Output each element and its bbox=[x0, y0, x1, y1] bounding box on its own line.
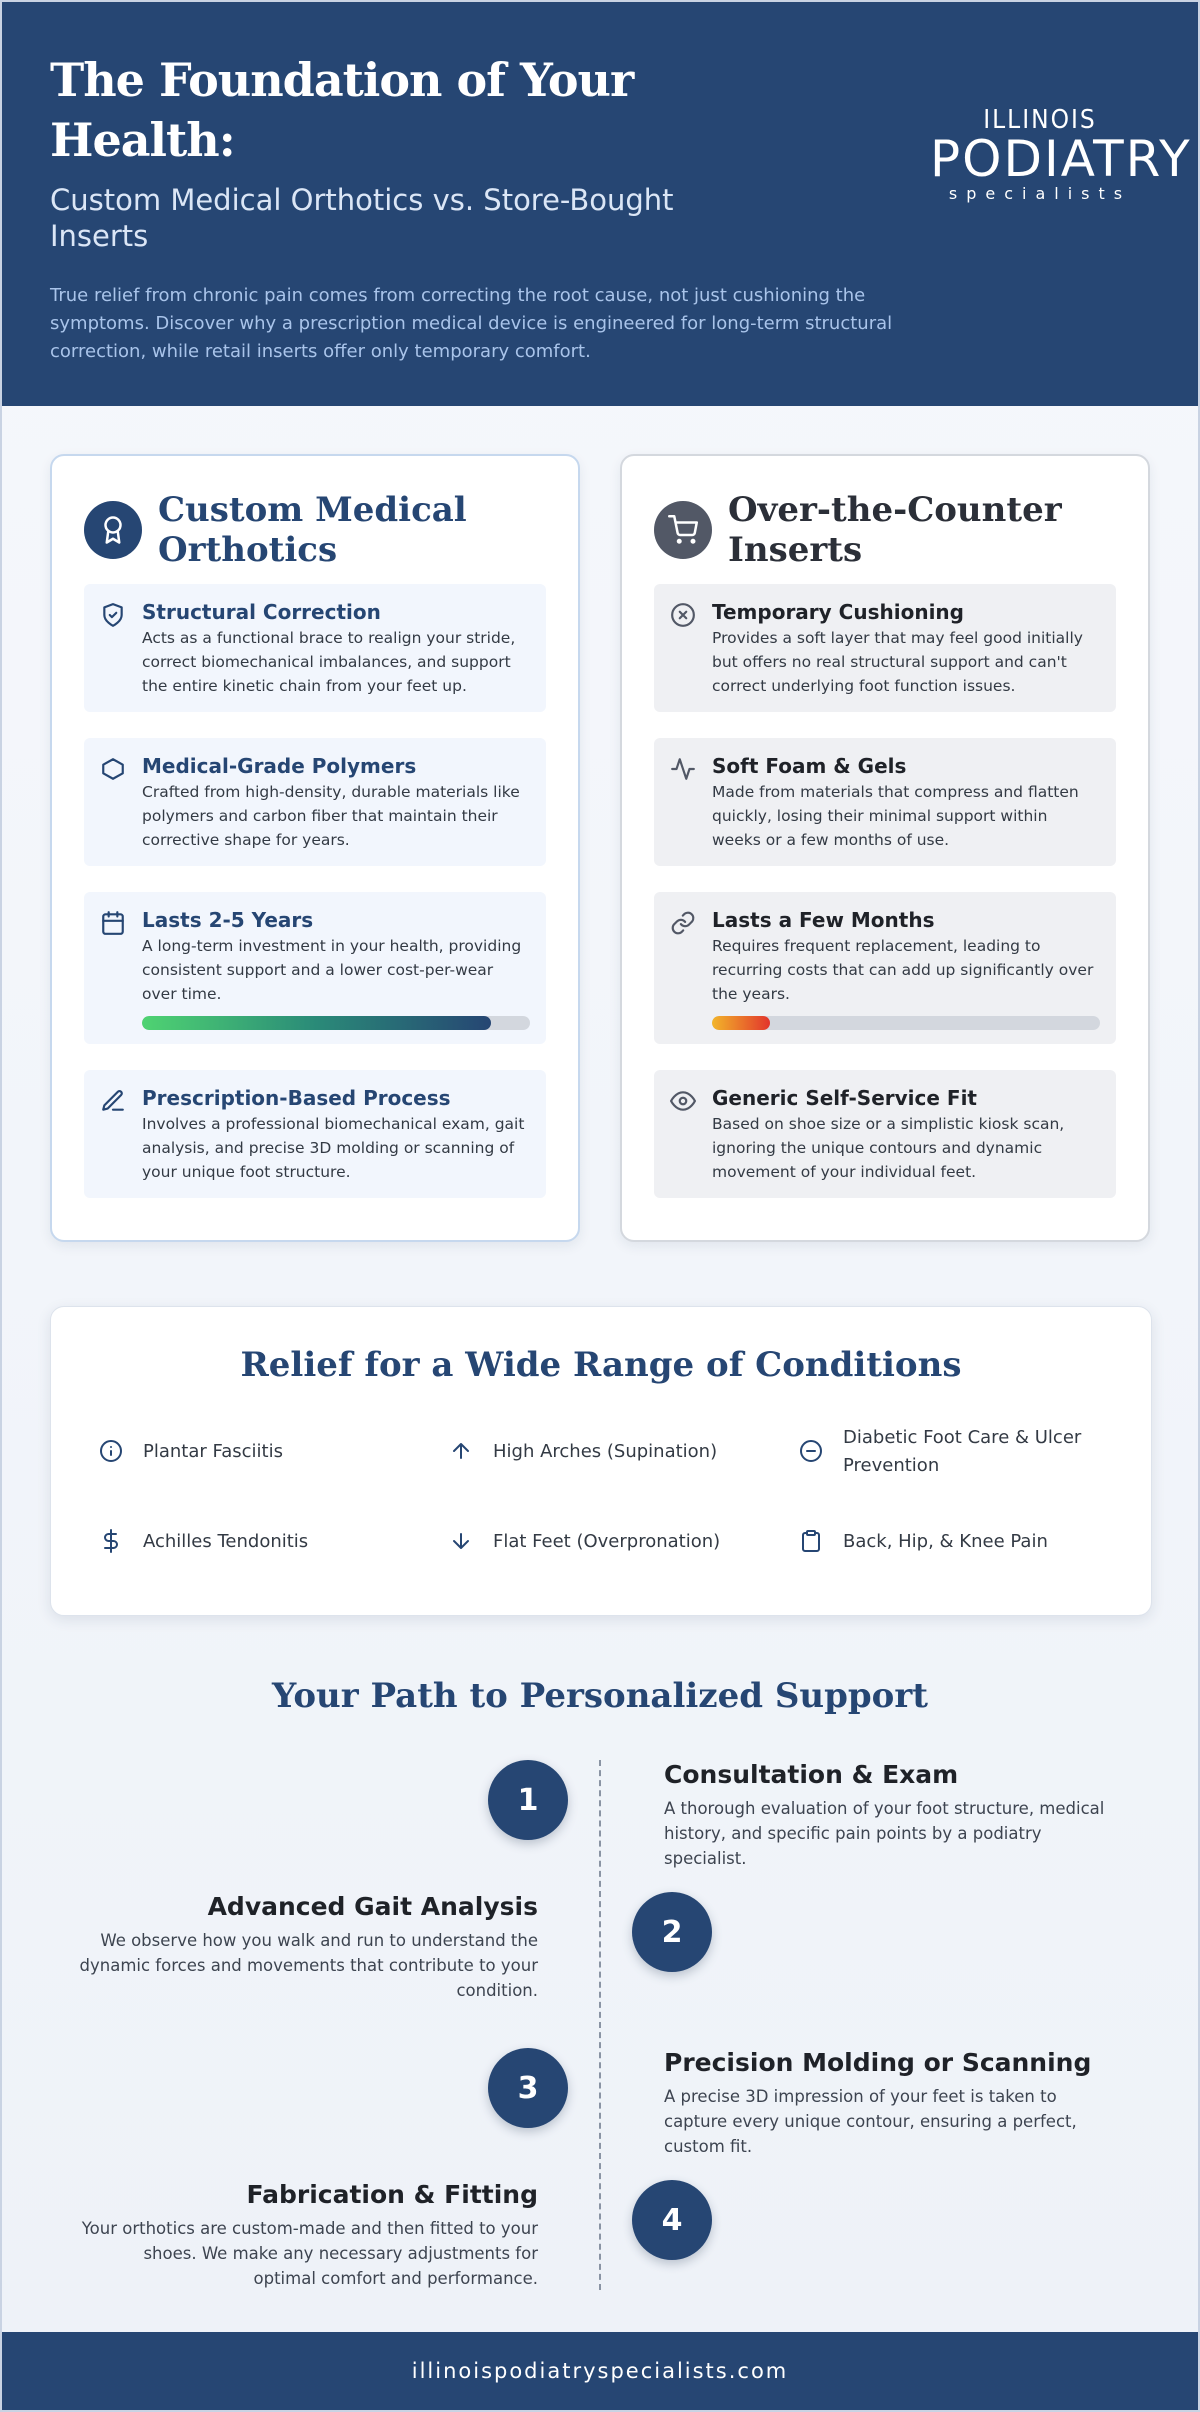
custom-orthotics-card bbox=[50, 454, 580, 1242]
card-header bbox=[84, 490, 546, 570]
step-text: A precise 3D impression of your feet is taken to capture every unique contour, ensuring a perfect, custom fit. bbox=[664, 2087, 1077, 2156]
page-subtitle: Custom Medical Orthotics vs. Store-Bought Inserts bbox=[50, 183, 674, 253]
hexagon-icon bbox=[100, 756, 128, 784]
feature-title: Prescription-Based Process bbox=[142, 1086, 451, 1110]
timeline-line bbox=[599, 1760, 601, 2290]
step-title: Precision Molding or Scanning bbox=[664, 2048, 1092, 2077]
condition-label: Plantar Fasciitis bbox=[143, 1441, 283, 1462]
intro-text: True relief from chronic pain comes from correcting the root cause, not just cushioning the symptoms. Discover why a prescription medical device is engineered for long-term structural correction, while retail inserts offer only temporary comfort. bbox=[50, 285, 893, 362]
feature-item bbox=[84, 892, 546, 1044]
feature-text: Provides a soft layer that may feel good initially but offers no real structural support and can't correct underlying foot function issues. bbox=[712, 629, 1083, 695]
lifespan-bar-fill bbox=[712, 1016, 770, 1030]
condition-label: Flat Feet (Overpronation) bbox=[493, 1531, 721, 1552]
clipboard-icon bbox=[799, 1529, 825, 1555]
card-header bbox=[654, 490, 1116, 570]
comparison-section bbox=[50, 454, 1152, 1242]
website-link[interactable]: illinoispodiatryspecialists.com bbox=[411, 2359, 789, 2383]
pen-icon bbox=[100, 1088, 128, 1116]
condition-label: Achilles Tendonitis bbox=[143, 1531, 309, 1552]
step-title: Advanced Gait Analysis bbox=[207, 1892, 538, 1921]
minus-circle-icon bbox=[799, 1439, 825, 1465]
feature-title: Lasts 2-5 Years bbox=[142, 908, 314, 932]
cart-icon bbox=[654, 501, 712, 559]
award-icon bbox=[84, 501, 142, 559]
feature-title: Generic Self-Service Fit bbox=[712, 1086, 977, 1110]
arrow-down-icon bbox=[449, 1529, 475, 1555]
card-title: Over-the-Counter Inserts bbox=[728, 490, 1062, 570]
feature-item bbox=[84, 738, 546, 866]
condition-item bbox=[99, 1509, 449, 1575]
feature-text: A long-term investment in your health, providing consistent support and a lower cost-per-wear over time. bbox=[142, 937, 522, 1003]
path-title: Your Path to Personalized Support bbox=[272, 1676, 928, 1716]
condition-item bbox=[449, 1509, 799, 1575]
feature-item bbox=[84, 1070, 546, 1198]
feature-title: Medical-Grade Polymers bbox=[142, 754, 417, 778]
step-text: We observe how you walk and run to understand the dynamic forces and movements that contribute to your condition. bbox=[79, 1931, 538, 2000]
link-icon bbox=[670, 910, 698, 938]
logo-line3: specialists bbox=[948, 184, 1132, 203]
condition-label: High Arches (Supination) bbox=[493, 1441, 718, 1462]
logo[interactable] bbox=[930, 105, 1192, 204]
feature-item bbox=[654, 738, 1116, 866]
feature-text: Crafted from high-density, durable materials like polymers and carbon fiber that maintain their corrective shape for years. bbox=[142, 783, 520, 849]
step-title: Fabrication & Fitting bbox=[246, 2180, 538, 2209]
condition-label: Diabetic Foot Care & Ulcer Prevention bbox=[843, 1427, 1082, 1476]
condition-item bbox=[449, 1419, 799, 1485]
info-icon bbox=[99, 1439, 125, 1465]
feature-title: Temporary Cushioning bbox=[712, 600, 964, 624]
feature-title: Soft Foam & Gels bbox=[712, 754, 907, 778]
feature-text: Made from materials that compress and flatten quickly, losing their minimal support within weeks or a few months of use. bbox=[712, 783, 1079, 849]
feature-title: Lasts a Few Months bbox=[712, 908, 935, 932]
footer bbox=[2, 2332, 1198, 2410]
step-4 bbox=[78, 2178, 538, 2291]
step-text: Your orthotics are custom-made and then fitted to your shoes. We make any necessary adjustments for optimal comfort and performance. bbox=[81, 2219, 538, 2288]
condition-item bbox=[99, 1419, 449, 1485]
step-number: 4 bbox=[632, 2180, 712, 2260]
step-title: Consultation & Exam bbox=[664, 1760, 959, 1789]
step-text: A thorough evaluation of your foot structure, medical history, and specific pain points by a podiatry specialist. bbox=[664, 1799, 1105, 1868]
feature-text: Acts as a functional brace to realign your stride, correct biomechanical imbalances, and support the entire kinetic chain from your feet up. bbox=[142, 629, 516, 695]
header bbox=[2, 2, 1198, 406]
step-number: 1 bbox=[488, 1760, 568, 1840]
card-title: Custom Medical Orthotics bbox=[158, 490, 467, 570]
condition-item bbox=[799, 1419, 1129, 1485]
logo-line2: PODIATRY bbox=[930, 130, 1192, 188]
condition-item bbox=[799, 1509, 1129, 1575]
step-1 bbox=[664, 1758, 1124, 1871]
lifespan-bar bbox=[712, 1016, 1100, 1030]
conditions-section bbox=[50, 1306, 1152, 1616]
activity-icon bbox=[670, 756, 698, 784]
dollar-icon bbox=[99, 1529, 125, 1555]
feature-text: Requires frequent replacement, leading to recurring costs that can add up significantly over the years. bbox=[712, 937, 1094, 1003]
feature-item bbox=[654, 1070, 1116, 1198]
step-number: 2 bbox=[632, 1892, 712, 1972]
step-number: 3 bbox=[488, 2048, 568, 2128]
feature-text: Involves a professional biomechanical exam, gait analysis, and precise 3D molding or scanning of your unique foot structure. bbox=[142, 1115, 525, 1181]
calendar-icon bbox=[100, 910, 128, 938]
arrow-up-icon bbox=[449, 1439, 475, 1465]
x-circle-icon bbox=[670, 602, 698, 630]
feature-item bbox=[84, 584, 546, 712]
step-3 bbox=[664, 2046, 1124, 2159]
page-title: The Foundation of Your Health: bbox=[50, 53, 634, 167]
feature-item bbox=[654, 584, 1116, 712]
condition-label: Back, Hip, & Knee Pain bbox=[843, 1531, 1048, 1552]
otc-inserts-card bbox=[620, 454, 1150, 1242]
feature-item bbox=[654, 892, 1116, 1044]
eye-icon bbox=[670, 1088, 698, 1116]
shield-check-icon bbox=[100, 602, 128, 630]
step-2 bbox=[78, 1890, 538, 2003]
lifespan-bar-fill bbox=[142, 1016, 491, 1030]
feature-text: Based on shoe size or a simplistic kiosk scan, ignoring the unique contours and dynamic movement of your individual feet. bbox=[712, 1115, 1065, 1181]
logo-line1: ILLINOIS bbox=[983, 105, 1097, 135]
conditions-grid bbox=[99, 1419, 1129, 1575]
feature-title: Structural Correction bbox=[142, 600, 381, 624]
conditions-title: Relief for a Wide Range of Conditions bbox=[240, 1345, 962, 1385]
lifespan-bar bbox=[142, 1016, 530, 1030]
